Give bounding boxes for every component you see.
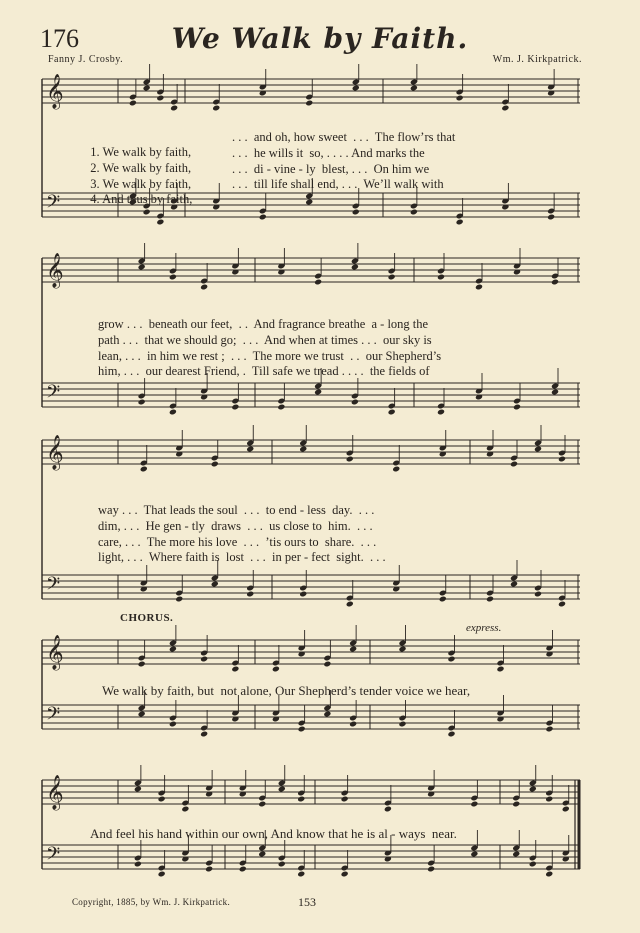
bass-clef-icon: 𝄢 — [46, 704, 61, 729]
note — [138, 661, 146, 668]
verse-3-line-a: 3. We walk by faith, — [90, 177, 192, 191]
hymn-number: 176 — [40, 24, 79, 53]
page-number: 153 — [298, 895, 316, 909]
note — [305, 199, 313, 206]
note — [558, 456, 566, 463]
note — [534, 446, 542, 453]
note — [246, 446, 254, 453]
hymn-title: We Walk by Faith. — [171, 22, 469, 55]
note — [551, 389, 559, 396]
note — [349, 721, 357, 728]
note — [456, 95, 464, 102]
note — [169, 409, 177, 416]
note — [398, 721, 406, 728]
note — [346, 456, 354, 463]
bass-clef-icon: 𝄢 — [46, 844, 61, 869]
note — [143, 209, 151, 216]
note — [138, 711, 146, 718]
note — [211, 581, 219, 588]
note — [277, 404, 285, 411]
verse-1-line-d: way . . . That leads the soul . . . to end - less day. . . . — [98, 503, 375, 517]
note — [352, 209, 360, 216]
treble-clef-icon: 𝄞 — [46, 775, 64, 810]
note — [138, 399, 146, 406]
note — [512, 851, 520, 858]
note — [129, 100, 137, 107]
note — [352, 85, 360, 92]
note — [134, 861, 142, 868]
verse-2-line-a: 2. We walk by faith, — [90, 161, 192, 175]
note — [169, 274, 177, 281]
verse-3-line-d: care, . . . The more his love . . . ’tis ours to share. . . . — [98, 535, 377, 549]
composer: Wm. J. Kirkpatrick. — [492, 54, 582, 65]
bass-clef-icon: 𝄢 — [46, 382, 61, 407]
note — [341, 871, 349, 878]
note — [134, 786, 142, 793]
verse-4-line-a: 4. And thus by faith, — [90, 192, 193, 206]
note — [456, 219, 464, 226]
note — [156, 219, 164, 226]
note — [297, 796, 305, 803]
note — [513, 404, 521, 411]
note — [231, 666, 239, 673]
note — [323, 661, 331, 668]
treble-clef-icon: 𝄞 — [46, 635, 64, 670]
verse-4-line-c: him, . . . our dearest Friend, . Till safe we tread . . . . the fields of — [98, 364, 430, 378]
note — [475, 284, 483, 291]
note — [439, 596, 447, 603]
verse-1-line-a: 1. We walk by faith, — [90, 145, 192, 159]
chorus-line-2: And feel his hand within our own, And know that he is al - ways near. — [90, 826, 457, 841]
note — [496, 666, 504, 673]
note — [529, 861, 537, 868]
note — [410, 85, 418, 92]
note — [388, 274, 396, 281]
note — [272, 666, 280, 673]
note — [547, 214, 555, 221]
treble-clef-icon: 𝄞 — [46, 74, 64, 109]
note — [314, 279, 322, 286]
note — [205, 866, 213, 873]
note — [510, 581, 518, 588]
note — [545, 726, 553, 733]
note — [501, 105, 509, 112]
note — [562, 806, 570, 813]
note — [175, 596, 183, 603]
note — [297, 871, 305, 878]
verse-2-line-b: . . . he wills it so, . . . . And marks the — [232, 146, 425, 160]
note — [341, 796, 349, 803]
note — [299, 446, 307, 453]
note — [551, 279, 559, 286]
chorus-label: CHORUS. — [120, 612, 174, 624]
note — [258, 801, 266, 808]
note — [545, 796, 553, 803]
verse-4-line-b: . . . till life shall end, . . . We’ll walk with — [232, 177, 444, 191]
note — [351, 264, 359, 271]
note — [558, 601, 566, 608]
verse-1-line-c: grow . . . beneath our feet, . . And fragrance breathe a - long the — [98, 317, 429, 331]
note — [427, 866, 435, 873]
note — [200, 284, 208, 291]
note — [351, 399, 359, 406]
note — [299, 591, 307, 598]
note — [437, 274, 445, 281]
note — [470, 851, 478, 858]
note — [138, 264, 146, 271]
note — [278, 786, 286, 793]
verse-3-line-c: lean, . . . in him we rest ; . . . The more we trust . . our Shepherd’s — [98, 349, 442, 363]
note — [258, 851, 266, 858]
note — [534, 591, 542, 598]
note — [314, 389, 322, 396]
note — [305, 100, 313, 107]
bass-clef-icon: 𝄢 — [46, 192, 61, 217]
note — [158, 871, 166, 878]
note — [170, 105, 178, 112]
note — [140, 466, 148, 473]
note — [392, 466, 400, 473]
note — [200, 656, 208, 663]
verse-4-line-d: light, . . . Where faith is lost . . . in per - fect sight. . . . — [98, 550, 386, 564]
note — [158, 796, 166, 803]
note — [169, 646, 177, 653]
note — [231, 404, 239, 411]
author: Fanny J. Crosby. — [48, 54, 124, 65]
note — [156, 95, 164, 102]
note — [437, 409, 445, 416]
verse-2-line-c: path . . . that we should go; . . . And when at times . . . our sky is — [98, 333, 432, 347]
note — [349, 646, 357, 653]
note — [512, 801, 520, 808]
note — [486, 596, 494, 603]
note — [298, 726, 306, 733]
expression-marking: express. — [466, 622, 502, 634]
note — [200, 731, 208, 738]
note — [246, 591, 254, 598]
bass-clef-icon: 𝄢 — [46, 574, 61, 599]
note — [181, 806, 189, 813]
note — [323, 711, 331, 718]
verse-2-line-d: dim, . . . He gen - tly draws . . . us close to him. . . . — [98, 519, 373, 533]
treble-clef-icon: 𝄞 — [46, 253, 64, 288]
note — [447, 656, 455, 663]
note — [169, 721, 177, 728]
note — [212, 105, 220, 112]
verse-1-line-b: . . . and oh, how sweet . . . The flow’rs that — [232, 130, 456, 144]
note — [510, 461, 518, 468]
copyright-notice: Copyright, 1885, by Wm. J. Kirkpatrick. — [72, 897, 231, 907]
note — [470, 801, 478, 808]
note — [447, 731, 455, 738]
note — [278, 861, 286, 868]
note — [346, 601, 354, 608]
note — [259, 214, 267, 221]
note — [143, 85, 151, 92]
chorus-line-1: We walk by faith, but not alone, Our Shepherd’s tender voice we hear, — [102, 683, 471, 698]
note — [388, 409, 396, 416]
note — [239, 866, 247, 873]
note — [410, 209, 418, 216]
note — [398, 646, 406, 653]
note — [545, 871, 553, 878]
note — [211, 461, 219, 468]
treble-clef-icon: 𝄞 — [46, 435, 64, 470]
verse-3-line-b: . . . di - vine - ly blest, . . . On him we — [232, 162, 430, 176]
note — [384, 806, 392, 813]
note — [529, 786, 537, 793]
